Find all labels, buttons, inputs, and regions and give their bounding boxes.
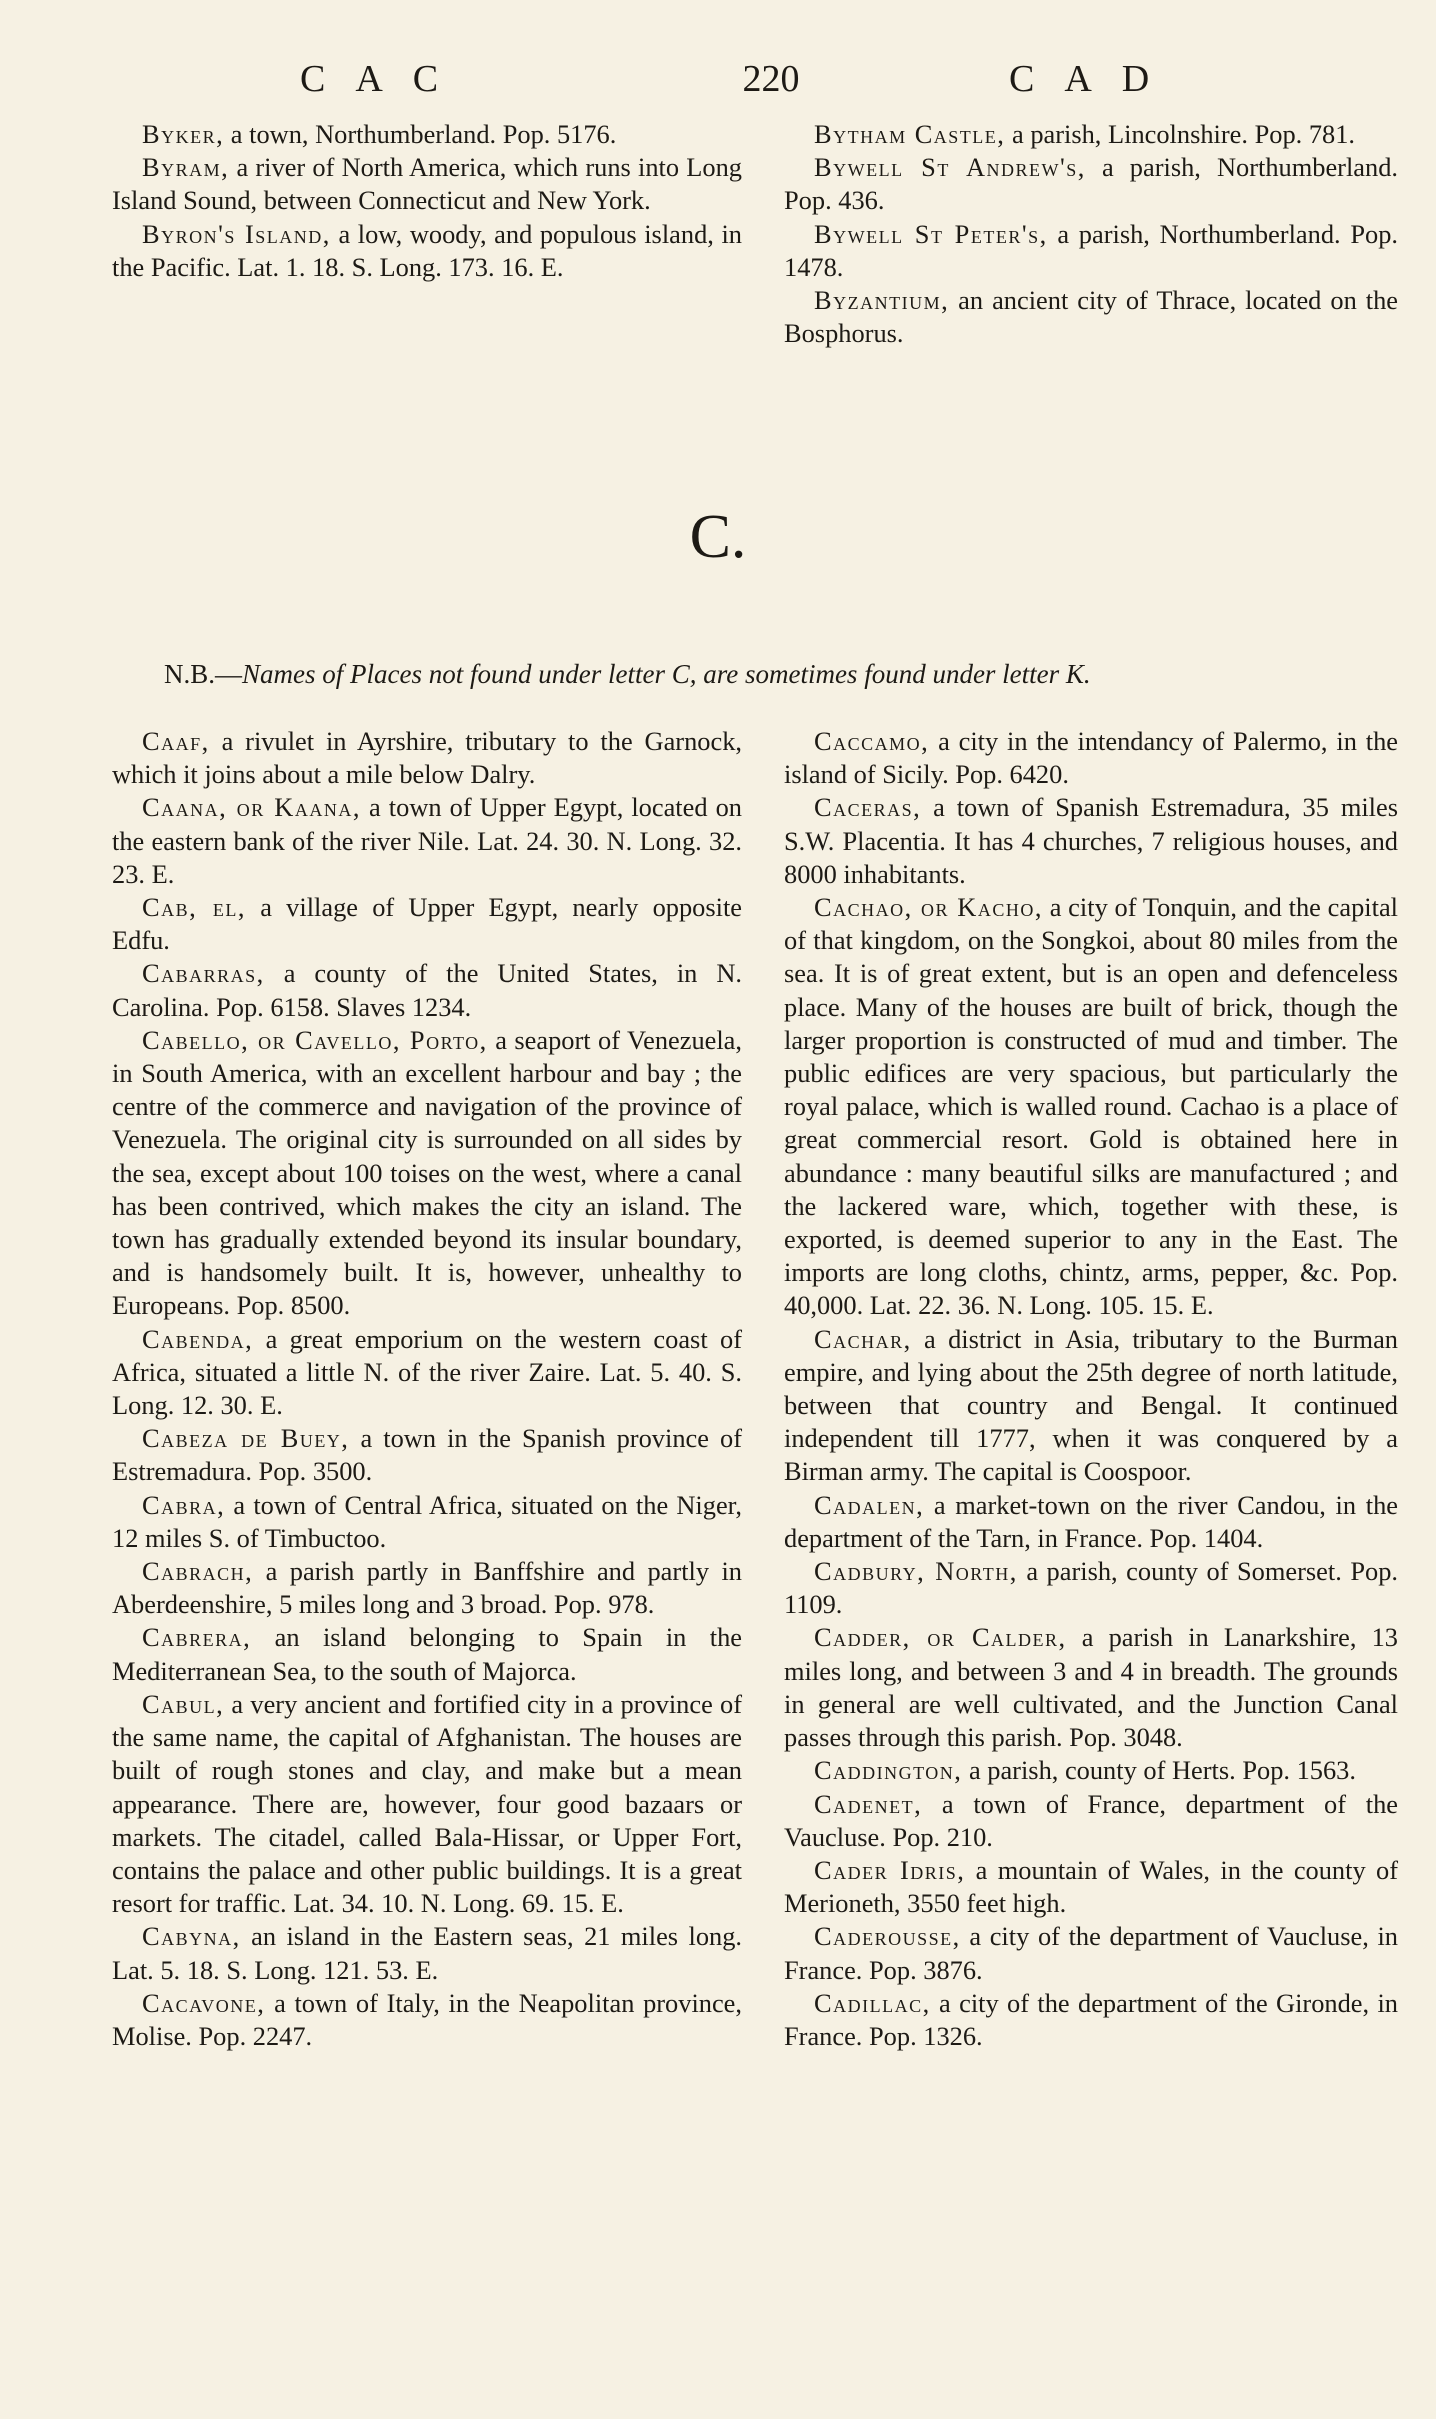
entry-headword: Cabrach, <box>142 1556 254 1587</box>
gazetteer-entry <box>112 1323 742 1423</box>
gazetteer-entry <box>784 1987 1398 2053</box>
entry-text: a city of Tonquin, and the capital of that kingdom, on the Songkoi, about 80 miles from the sea. It is of great extent, but is an open and defenceless place. Many of the houses are built of brick, though the larger proportion is constructed of mud and timber. The public edifices are very spacious, but particularly the royal palace, which is walled round. Cachao is a place of great commercial resort. Gold is obtained here in abundance : many beautiful silks are manufactured ; and the lackered ware, which, together with these, is exported, is deemed superior to any in the East. The imports are long cloths, chintz, arms, pepper, &c. Pop. 40,000. Lat. 22. 36. N. Long. 105. 15. E. <box>784 892 1398 1321</box>
entry-headword: Cabul, <box>142 1688 225 1719</box>
entry-text: a great emporium on the western coast of Africa, situated a little N. of the river Zaire. Lat. 5. 40. S. Long. 12. 30. E. <box>112 1323 742 1421</box>
gazetteer-entry <box>112 791 742 891</box>
entry-headword: Cadenet, <box>814 1788 923 1819</box>
entry-headword: Cadbury, North, <box>814 1556 1018 1587</box>
gazetteer-entry <box>112 1987 742 2053</box>
running-head-right: CAD <box>1009 58 1180 100</box>
entry-headword: Cabrera, <box>142 1622 252 1653</box>
entry-text: a very ancient and fortified city in a province of the same name, the capital of Afghanistan. The houses are built of rough stones and clay, and make but a mean appearance. There are, however, four good bazaars or markets. The citadel, called Bala-Hissar, or Upper Fort, contains the palace and other public buildings. It is a great resort for traffic. Lat. 34. 10. N. Long. 69. 15. E. <box>112 1688 742 1919</box>
gazetteer-entry <box>784 725 1398 791</box>
entry-text: a village of Upper Egypt, nearly opposite Edfu. <box>112 892 742 956</box>
gazetteer-entry <box>112 1489 742 1555</box>
entry-headword: Caderousse, <box>814 1921 961 1952</box>
entry-text: a parish, Northumberland. Pop. 1478. <box>784 218 1398 282</box>
entry-headword: Cadder, or Calder, <box>814 1622 1067 1653</box>
entry-text: a city of the department of Vaucluse, in France. Pop. 3876. <box>784 1921 1398 1985</box>
entry-headword: Caceras, <box>814 792 922 823</box>
entry-headword: Cabarras, <box>142 958 265 989</box>
entry-text: a parish, county of Somerset. Pop. 1109. <box>784 1556 1398 1620</box>
entry-headword: Caddington, <box>814 1755 963 1786</box>
entry-text: a town in the Spanish province of Estremadura. Pop. 3500. <box>112 1423 742 1487</box>
page-number: 220 <box>742 58 800 100</box>
entry-text: a river of North America, which runs into Long Island Sound, between Connecticut and New York. <box>112 152 742 216</box>
gazetteer-entry <box>784 1621 1398 1754</box>
entry-headword: Byzantium, <box>814 285 950 316</box>
gazetteer-entry <box>784 1754 1398 1787</box>
entry-text: a market-town on the river Candou, in the department of the Tarn, in France. Pop. 1404. <box>784 1489 1398 1553</box>
entry-text: a town of Spanish Estremadura, 35 miles S.W. Placentia. It has 4 churches, 7 religious houses, and 8000 inhabitants. <box>784 792 1398 889</box>
gazetteer-entry <box>784 118 1398 151</box>
entry-headword: Bywell St Peter's, <box>814 218 1048 249</box>
gazetteer-entry <box>112 1555 742 1621</box>
entry-text: a city in the intendancy of Palermo, in the island of Sicily. Pop. 6420. <box>784 726 1398 790</box>
top-left-column <box>112 118 742 284</box>
gazetteer-entry <box>112 1688 742 1920</box>
entry-headword: Byram, <box>142 152 230 183</box>
entry-text: a district in Asia, tributary to the Burman empire, and lying about the 25th degree of north latitude, between that country and Bengal. It continued independent till 1777, when it was conquered by a Birman army. The capital is Coospoor. <box>784 1323 1398 1487</box>
note-label: N.B.— <box>164 659 243 689</box>
entry-headword: Bytham Castle, <box>814 119 1006 149</box>
entry-text: a parish, Northumberland. Pop. 436. <box>784 152 1398 216</box>
entry-headword: Caccamo, <box>814 726 930 756</box>
running-head-left: CAC <box>300 58 469 100</box>
entry-headword: Caaf, <box>142 726 210 756</box>
gazetteer-entry <box>784 151 1398 217</box>
entry-headword: Cachao, or Kacho, <box>814 892 1043 923</box>
entry-text: a parish in Lanarkshire, 13 miles long, and between 3 and 4 in breadth. The grounds in general are well cultivated, and the Junction Canal passes through this parish. Pop. 3048. <box>784 1622 1398 1753</box>
gazetteer-entry <box>784 1854 1398 1920</box>
entry-text: a parish, county of Herts. Pop. 1563. <box>962 1755 1356 1786</box>
gazetteer-entry <box>112 725 742 791</box>
entry-text: an ancient city of Thrace, located on the Bosphorus. <box>784 285 1398 349</box>
entry-text: a rivulet in Ayrshire, tributary to the Garnock, which it joins about a mile below Dalry. <box>112 726 742 790</box>
gazetteer-entry <box>784 218 1398 284</box>
entry-text: a town, Northumberland. Pop. 5176. <box>224 119 617 149</box>
entry-headword: Byker, <box>142 119 225 149</box>
entry-headword: Cabello, or Cavello, Porto, <box>142 1024 488 1055</box>
gazetteer-entry <box>112 118 742 151</box>
gazetteer-entry <box>112 891 742 957</box>
section-note <box>164 657 1344 691</box>
entry-headword: Cabenda, <box>142 1323 254 1354</box>
entry-text: a town of France, department of the Vaucluse. Pop. 210. <box>784 1788 1398 1852</box>
entry-headword: Cacavone, <box>142 1987 266 2018</box>
entry-headword: Cadalen, <box>814 1489 925 1520</box>
gazetteer-entry <box>784 1489 1398 1555</box>
entry-headword: Bywell St Andrew's, <box>814 152 1086 183</box>
note-text: Names of Places not found under letter C, are sometimes found under letter K. <box>242 659 1091 689</box>
entry-text: a low, woody, and populous island, in the Pacific. Lat. 1. 18. S. Long. 173. 16. E. <box>112 218 742 282</box>
entry-headword: Cachar, <box>814 1323 912 1354</box>
running-head <box>0 56 1436 106</box>
entry-text: an island belonging to Spain in the Mediterranean Sea, to the south of Majorca. <box>112 1622 742 1686</box>
gazetteer-entry <box>784 1920 1398 1986</box>
entry-text: an island in the Eastern seas, 21 miles long. Lat. 5. 18. S. Long. 121. 53. E. <box>112 1921 742 1985</box>
entry-text: a seaport of Venezuela, in South America, with an excellent harbour and bay ; the centre of the commerce and navigation of the province of Venezuela. The original city is surrounded on all sides by the sea, except about 100 toises on the west, where a canal has been contrived, which makes the city an island. The town has gradually extended beyond its insular boundary, and is handsomely built. It is, however, unhealthy to Europeans. Pop. 8500. <box>112 1024 742 1321</box>
entry-text: a town of Central Africa, situated on the Niger, 12 miles S. of Timbuctoo. <box>112 1489 742 1553</box>
gazetteer-entry <box>784 1788 1398 1854</box>
gazetteer-entry <box>784 284 1398 350</box>
entry-headword: Cab, el, <box>142 892 247 923</box>
right-column <box>784 725 1398 2053</box>
gazetteer-entry <box>112 1621 742 1687</box>
entry-headword: Cader Idris, <box>814 1854 966 1885</box>
gazetteer-entry <box>112 1422 742 1488</box>
gazetteer-entry <box>784 891 1398 1323</box>
entry-text: a town of Italy, in the Neapolitan province, Molise. Pop. 2247. <box>112 1987 742 2051</box>
left-column <box>112 725 742 2053</box>
entry-text: a town of Upper Egypt, located on the eastern bank of the river Nile. Lat. 24. 30. N. Long. 32. 23. E. <box>112 792 742 889</box>
gazetteer-entry <box>784 1323 1398 1489</box>
entry-headword: Byron's Island, <box>142 218 331 249</box>
entry-headword: Caana, or Kaana, <box>142 792 361 823</box>
gazetteer-entry <box>784 791 1398 891</box>
section-letter: C. <box>689 503 747 571</box>
entry-headword: Cabra, <box>142 1489 226 1520</box>
entry-text: a mountain of Wales, in the county of Merioneth, 3550 feet high. <box>784 1854 1398 1919</box>
gazetteer-entry <box>784 1555 1398 1621</box>
entry-text: a city of the department of the Gironde, in France. Pop. 1326. <box>784 1987 1398 2051</box>
gazetteer-entry <box>112 1024 742 1323</box>
entry-headword: Cabyna, <box>142 1921 241 1952</box>
entry-text: a county of the United States, in N. Carolina. Pop. 6158. Slaves 1234. <box>112 958 742 1022</box>
gazetteer-entry <box>112 1920 742 1986</box>
entry-text: a parish partly in Banffshire and partly in Aberdeenshire, 5 miles long and 3 broad. Pop. 978. <box>112 1556 742 1620</box>
entry-headword: Cadillac, <box>814 1987 931 2018</box>
entry-text: a parish, Lincolnshire. Pop. 781. <box>1005 119 1356 149</box>
top-right-column <box>784 118 1398 350</box>
gazetteer-entry <box>112 218 742 284</box>
entry-headword: Cabeza de Buey, <box>142 1423 350 1454</box>
gazetteer-entry <box>112 957 742 1023</box>
gazetteer-entry <box>112 151 742 217</box>
